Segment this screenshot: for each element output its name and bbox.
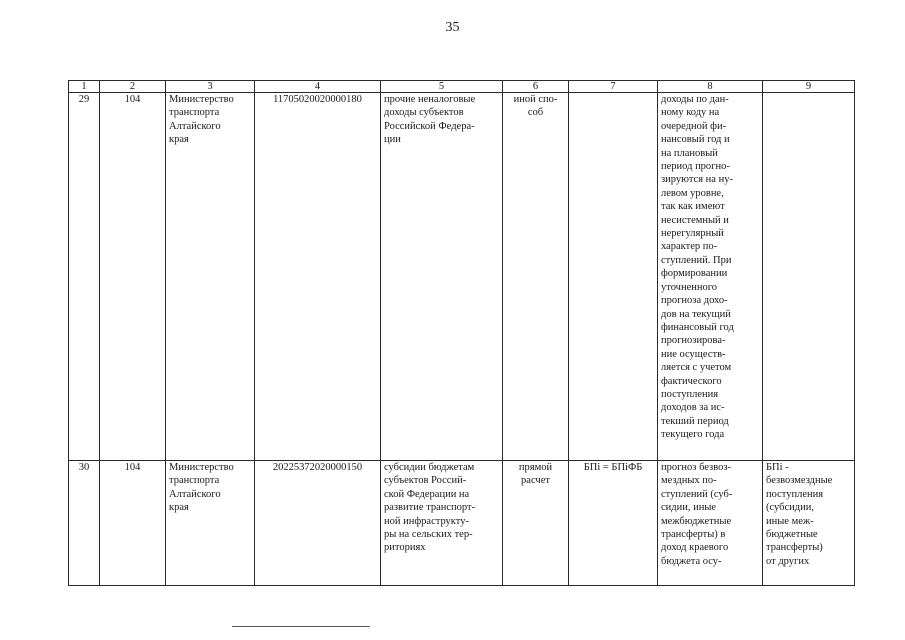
cell-formula: [569, 93, 658, 461]
table-row: [69, 93, 855, 461]
cell-organization: [166, 461, 255, 586]
cell-text-line: иной спо-: [513, 94, 558, 105]
cell-text-line: прочие неналоговые: [384, 94, 476, 105]
cell-text-line: транспорта: [169, 107, 220, 119]
data-table: [68, 80, 855, 586]
cell-text-line: ступлений. При: [661, 254, 732, 266]
cell-text-line: доходов за ис-: [661, 402, 725, 414]
cell-text-line: поступления: [661, 388, 719, 400]
cell-notes: [763, 93, 855, 461]
cell-method: [503, 93, 569, 461]
cell-text-line: трансферты): [766, 542, 823, 554]
cell-text-line: так как имеют: [661, 201, 725, 213]
cell-text-line: уточненного: [661, 281, 718, 293]
cell-text-line: доходы по дан-: [661, 94, 729, 105]
cell-text-line: Алтайского: [169, 488, 221, 500]
cell-text-line: Алтайского: [169, 120, 221, 132]
cell-text-line: субсидии бюджетам: [384, 462, 475, 473]
cell-text-line: нансовый год и: [661, 134, 730, 146]
cell-text-line: ние осуществ-: [661, 348, 726, 360]
cell-text-line: иные меж-: [766, 515, 814, 527]
cell-text-line: (субсидии,: [766, 502, 814, 514]
cell-text-line: соб: [527, 107, 544, 119]
cell-organization: [166, 93, 255, 461]
cell-text-line: Министерство: [169, 94, 234, 105]
cell-income-name: [381, 93, 503, 461]
cell-text-line: бюджетные: [766, 529, 818, 541]
cell-text-line: текущего года: [661, 429, 725, 441]
cell-text-line: фактического: [661, 375, 722, 387]
cell-kbk-code: 11705020020000180: [255, 93, 381, 461]
cell-formula: [569, 461, 658, 586]
cell-text-line: развитие транспорт-: [384, 502, 476, 514]
cell-text-line: прямой: [518, 462, 553, 473]
cell-text-line: ляется с учетом: [661, 362, 732, 374]
cell-text-line: Министерство: [169, 462, 234, 473]
cell-description: [658, 93, 763, 461]
cell-method: [503, 461, 569, 586]
cell-text-line: доходы субъектов: [384, 107, 464, 119]
cell-text-line: финансовый год: [661, 321, 734, 333]
column-header: 5: [381, 81, 503, 93]
cell-text-line: межбюджетные: [661, 515, 732, 527]
column-header: 4: [255, 81, 381, 93]
cell-text-line: левом уровне,: [661, 187, 724, 199]
cell-text-line: от других: [766, 555, 810, 567]
cell-text-line: расчет: [521, 475, 550, 487]
cell-text-line: формировании: [661, 268, 728, 280]
cell-text-line: зируются на ну-: [661, 174, 733, 186]
cell-text-line: БПi -: [766, 462, 789, 473]
cell-text-line: прогнозирова-: [661, 335, 726, 347]
column-header: 8: [658, 81, 763, 93]
column-header: 7: [569, 81, 658, 93]
cell-text-line: на плановый: [661, 147, 718, 159]
cell-text-line: риториях: [384, 542, 426, 554]
cell-text-line: края: [169, 502, 189, 514]
cell-text-line: характер по-: [661, 241, 718, 253]
header-row: [69, 81, 855, 93]
page-number: 35: [445, 20, 460, 35]
cell-text-line: Российской Федера-: [384, 120, 475, 132]
cell-text-line: сидии, иные: [661, 502, 717, 514]
cell-notes: [763, 461, 855, 586]
cell-description: [658, 461, 763, 586]
cell-text-line: ному коду на: [661, 107, 720, 119]
cell-text-line: края: [169, 134, 189, 146]
cell-text-line: дов на текущий: [661, 308, 731, 320]
cell-text-line: трансферты) в: [661, 529, 726, 541]
column-header: 9: [763, 81, 855, 93]
cell-text-line: очередной фи-: [661, 120, 727, 132]
cell-kbk-code: 20225372020000150: [255, 461, 381, 586]
cell-text-line: ции: [384, 134, 401, 146]
cell-text-line: транспорта: [169, 475, 220, 487]
cell-text-line: доход краевого: [661, 542, 729, 554]
cell-text-line: текший период: [661, 415, 729, 427]
cell-row-number: 30: [69, 461, 100, 586]
footnote-rule: [232, 626, 370, 627]
cell-income-name: [381, 461, 503, 586]
cell-text-line: субъектов Россий-: [384, 475, 467, 487]
cell-text-line: несистемный и: [661, 214, 729, 226]
cell-admin-code: 104: [100, 461, 166, 586]
cell-text-line: БПi = БПiФБ: [583, 462, 643, 473]
cell-text-line: ской Федерации на: [384, 488, 470, 500]
cell-text-line: ры на сельских тер-: [384, 529, 473, 541]
cell-row-number: 29: [69, 93, 100, 461]
cell-admin-code: 104: [100, 93, 166, 461]
cell-text-line: период прогно-: [661, 161, 730, 173]
cell-text-line: ступлений (суб-: [661, 488, 733, 500]
column-header: 3: [166, 81, 255, 93]
column-header: 6: [503, 81, 569, 93]
column-header: 2: [100, 81, 166, 93]
cell-text-line: бюджета осу-: [661, 555, 722, 567]
cell-text-line: поступления: [766, 488, 824, 500]
cell-text-line: ной инфраструкту-: [384, 515, 469, 527]
table-row: [69, 461, 855, 586]
cell-text-line: безвозмездные: [766, 475, 833, 487]
cell-text-line: прогноза дохо-: [661, 295, 728, 307]
cell-text-line: мездных по-: [661, 475, 717, 487]
cell-text-line: нерегулярный: [661, 228, 724, 240]
column-header: 1: [69, 81, 100, 93]
cell-text-line: прогноз безвоз-: [661, 462, 731, 473]
